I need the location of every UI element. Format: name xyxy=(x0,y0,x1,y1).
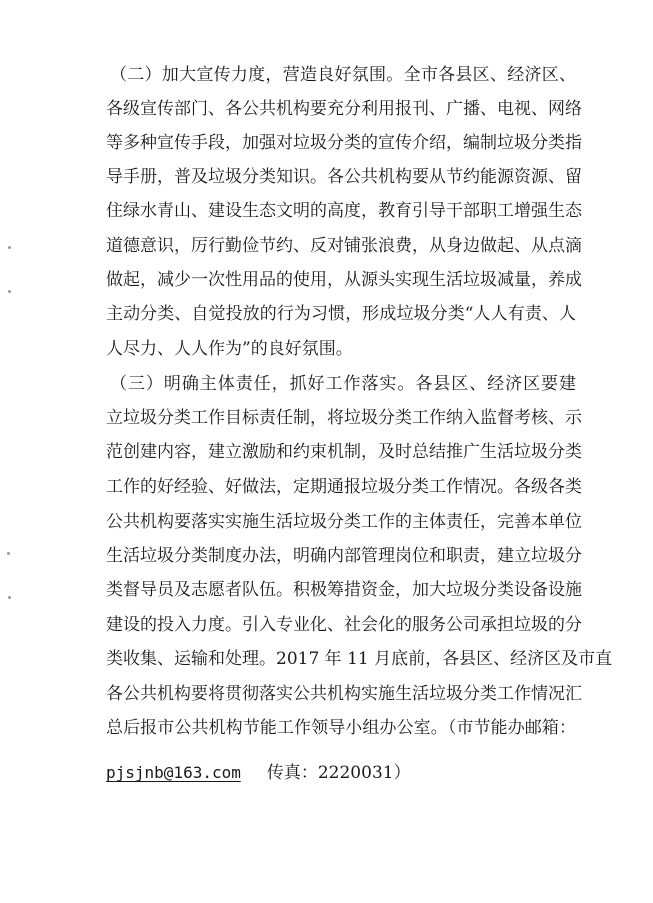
para2-line-7: 类督导员及志愿者队伍。积极筹措资金，加大垃圾分类设备设施 xyxy=(106,580,582,600)
para1-line-8: 主动分类、自觉投放的行为习惯，形成垃圾分类“人人有责、人 xyxy=(106,304,576,324)
para1-line-2: 各级宣传部门、各公共机构要充分利用报刊、广播、电视、网络 xyxy=(106,99,582,119)
scan-mark xyxy=(8,290,11,293)
para2-line-2: 立垃圾分类工作目标责任制，将垃圾分类工作纳入监督考核、示 xyxy=(106,408,582,428)
para1-line-4: 导手册，普及垃圾分类知识。各公共机构要从节约能源资源、留 xyxy=(106,167,582,187)
para1-line-1: （二）加大宣传力度，营造良好氛围。全市各县区、经济区、 xyxy=(110,65,576,85)
para2-line-9: 类收集、运输和处理。2017 年 11 月底前，各县区、经济区及市直 xyxy=(106,649,613,669)
para1-line-9: 人尽力、人人作为”的良好氛围。 xyxy=(106,339,353,359)
para2-line-3: 范创建内容，建立激励和约束机制，及时总结推广生活垃圾分类 xyxy=(106,442,582,462)
para2-line-4: 工作的好经验、好做法，定期通报垃圾分类工作情况。各级各类 xyxy=(106,477,582,497)
scan-mark xyxy=(7,552,10,555)
para1-line-6: 道德意识，厉行勤俭节约、反对铺张浪费，从身边做起、从点滴 xyxy=(106,236,582,256)
para1-line-3: 等多种宣传手段，加强对垃圾分类的宣传介绍，编制垃圾分类指 xyxy=(106,133,582,153)
scan-mark xyxy=(8,246,11,249)
email-link[interactable]: pjsjnb@163.com xyxy=(106,763,241,782)
contact-line xyxy=(106,756,411,790)
para2-line-6: 生活垃圾分类制度办法，明确内部管理岗位和职责，建立垃圾分 xyxy=(106,546,582,566)
fax-number: 传真：2220031） xyxy=(266,763,411,783)
para1-line-5: 住绿水青山、建设生态文明的高度，教育引导干部职工增强生态 xyxy=(106,201,582,221)
para2-line-5: 公共机构要落实实施生活垃圾分类工作的主体责任，完善本单位 xyxy=(106,512,582,532)
para1-line-7: 做起，减少一次性用品的使用，从源头实现生活垃圾减量，养成 xyxy=(106,270,582,290)
para2-line-8: 建设的投入力度。引入专业化、社会化的服务公司承担垃圾的分 xyxy=(106,615,582,635)
para2-line-1: （三）明确主体责任，抓好工作落实。各县区、经济区要建 xyxy=(110,374,576,394)
para2-line-10: 各公共机构要将贯彻落实公共机构实施生活垃圾分类工作情况汇 xyxy=(106,684,582,704)
scan-mark xyxy=(8,596,11,599)
para2-line-11: 总后报市公共机构节能工作领导小组办公室。（市节能办邮箱： xyxy=(106,718,576,738)
